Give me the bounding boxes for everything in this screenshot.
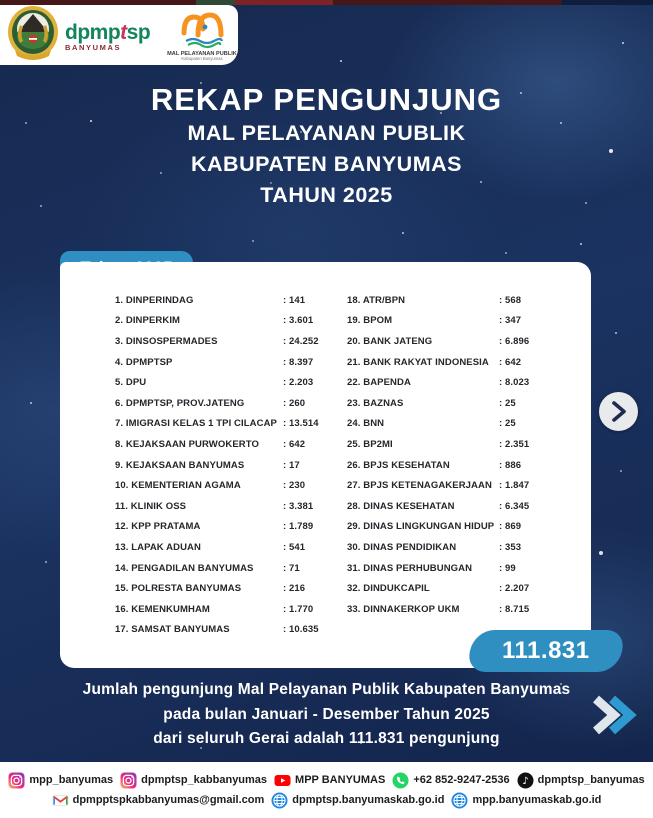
- title-line-4: TAHUN 2025: [260, 183, 393, 207]
- gerai-name: 12. KPP PRATAMA: [115, 521, 201, 533]
- table-row: [347, 393, 577, 414]
- gerai-count: : 8.397: [283, 356, 314, 368]
- table-row: [115, 290, 347, 311]
- gerai-name: 10. KEMENTERIAN AGAMA: [115, 480, 241, 492]
- contact-item[interactable]: [120, 772, 267, 789]
- table-row: [347, 352, 577, 373]
- gerai-name: 15. POLRESTA BANYUMAS: [115, 583, 242, 595]
- table-row: [115, 331, 347, 352]
- double-chevron-icon[interactable]: [588, 695, 642, 740]
- gerai-name: 9. KEJAKSAAN BANYUMAS: [115, 459, 245, 471]
- gerai-name: 3. DINSOSPERMADES: [115, 335, 218, 347]
- summary-line-1: Jumlah pengunjung Mal Pelayanan Publik Kabupaten Banyumas: [82, 681, 571, 698]
- gerai-name: 17. SAMSAT BANYUMAS: [115, 624, 230, 636]
- contact-label: dpmptsp.banyumaskab.go.id: [292, 794, 445, 806]
- gerai-name: 33. DINNAKERKOP UKM: [347, 603, 460, 615]
- instagram-icon: [120, 772, 137, 789]
- table-row: [347, 578, 577, 599]
- contact-label: mpp.banyumaskab.go.id: [472, 794, 602, 806]
- table-row: [115, 537, 347, 558]
- gerai-name: 1. DINPERINDAG: [115, 294, 194, 306]
- gerai-name: 19. BPOM: [347, 315, 393, 327]
- summary-line-2: pada bulan Januari - Desember Tahun 2025: [163, 705, 490, 723]
- banyumas-crest-logo: [7, 5, 59, 66]
- gerai-name: 32. DINDUKCAPIL: [347, 583, 430, 595]
- header-logo-bar: [0, 5, 238, 65]
- gerai-count: : 2.351: [499, 438, 530, 450]
- total-visitors-badge: [466, 630, 627, 672]
- gerai-count: : 869: [499, 521, 522, 533]
- gerai-name: 24. BNN: [347, 418, 385, 430]
- title-line-3: KABUPATEN BANYUMAS: [191, 152, 462, 176]
- gerai-count: : 3.381: [283, 500, 314, 512]
- gerai-count: : 541: [283, 541, 306, 553]
- table-row: [347, 434, 577, 455]
- gerai-count: : 2.203: [283, 377, 314, 389]
- chevron-right-icon: [599, 392, 638, 431]
- gerai-count: : 8.715: [499, 603, 530, 615]
- mpp-logo-line2: Kabupaten Banyumas: [181, 55, 223, 61]
- table-row: [115, 558, 347, 579]
- gerai-name: 7. IMIGRASI KELAS 1 TPI CILACAP: [115, 418, 277, 430]
- table-column-left: [115, 290, 347, 640]
- gerai-count: : 216: [283, 583, 306, 595]
- gerai-count: : 1.789: [283, 521, 314, 533]
- table-row: [115, 517, 347, 538]
- gerai-name: 27. BPJS KETENAGAKERJAAN: [347, 480, 492, 492]
- table-row: [347, 517, 577, 538]
- contact-label: dpmptsp_kabbanyumas: [141, 774, 268, 786]
- gerai-count: : 24.252: [283, 335, 319, 347]
- visitor-table-card: [60, 262, 591, 668]
- gerai-name: 8. KEJAKSAAN PURWOKERTO: [115, 438, 259, 450]
- gerai-name: 26. BPJS KESEHATAN: [347, 459, 450, 471]
- gerai-count: : 99: [499, 562, 516, 574]
- gerai-count: : 2.207: [499, 583, 530, 595]
- whatsapp-icon: [392, 772, 409, 789]
- mal-pelayanan-publik-logo: [158, 5, 240, 66]
- globe-icon: [271, 792, 288, 809]
- table-row: [115, 455, 347, 476]
- gerai-name: 14. PENGADILAN BANYUMAS: [115, 562, 254, 574]
- table-row: [115, 578, 347, 599]
- gerai-count: : 6.896: [499, 335, 530, 347]
- table-row: [347, 558, 577, 579]
- contact-label: MPP BANYUMAS: [295, 774, 386, 786]
- page-title: [0, 82, 653, 211]
- gerai-count: : 141: [283, 294, 306, 306]
- gerai-count: : 568: [499, 294, 522, 306]
- tiktok-icon: [517, 772, 534, 789]
- gerai-count: : 886: [499, 459, 522, 471]
- gerai-count: : 6.345: [499, 500, 530, 512]
- table-row: [347, 414, 577, 435]
- gerai-name: 2. DINPERKIM: [115, 315, 181, 327]
- dpmptsp-logo-wordmark: BANYUMAS: [65, 43, 122, 53]
- instagram-icon: [8, 772, 25, 789]
- contact-label: dpmptsp_banyumas: [537, 774, 645, 786]
- gerai-count: : 13.514: [283, 418, 319, 430]
- table-row: [347, 290, 577, 311]
- table-row: [115, 311, 347, 332]
- table-row: [347, 496, 577, 517]
- gerai-count: : 25: [499, 418, 516, 430]
- contact-item[interactable]: [517, 772, 645, 789]
- gerai-count: : 260: [283, 397, 306, 409]
- gerai-name: 5. DPU: [115, 377, 147, 389]
- contact-row-1: [0, 772, 653, 789]
- contact-item[interactable]: [271, 792, 444, 809]
- table-row: [347, 599, 577, 620]
- gerai-name: 20. BANK JATENG: [347, 335, 433, 347]
- contact-item[interactable]: [8, 772, 113, 789]
- gerai-count: : 8.023: [499, 377, 530, 389]
- table-column-right: [347, 290, 577, 640]
- table-row: [115, 414, 347, 435]
- carousel-next-button[interactable]: [599, 392, 638, 431]
- gerai-name: 21. BANK RAKYAT INDONESIA: [347, 356, 489, 368]
- gerai-count: : 347: [499, 315, 522, 327]
- summary-text: [0, 678, 653, 752]
- contact-item[interactable]: [451, 792, 601, 809]
- table-row: [115, 620, 347, 641]
- youtube-icon: [274, 772, 291, 789]
- total-visitors-value: 111.831: [502, 637, 590, 664]
- gerai-name: 25. BP2MI: [347, 438, 393, 450]
- gerai-count: : 17: [283, 459, 300, 471]
- gerai-name: 31. DINAS PERHUBUNGAN: [347, 562, 473, 574]
- gerai-count: : 642: [499, 356, 522, 368]
- contact-label: +62 852-9247-2536: [413, 774, 510, 786]
- contact-label: mpp_banyumas: [29, 774, 114, 786]
- gerai-count: : 230: [283, 480, 306, 492]
- table-row: [347, 537, 577, 558]
- table-row: [115, 434, 347, 455]
- gerai-count: : 71: [283, 562, 300, 574]
- title-line-1: REKAP PENGUNJUNG: [150, 82, 503, 117]
- table-row: [347, 311, 577, 332]
- gerai-count: : 1.770: [283, 603, 314, 615]
- svg-text:♪: ♪: [521, 775, 529, 787]
- table-row: [115, 372, 347, 393]
- gerai-name: 11. KLINIK OSS: [115, 500, 187, 512]
- gerai-name: 6. DPMPTSP, PROV.JATENG: [115, 397, 245, 409]
- dpmptsp-logo-text: dpmp: [65, 21, 121, 45]
- table-row: [115, 393, 347, 414]
- gerai-name: 13. LAPAK ADUAN: [115, 541, 201, 553]
- gerai-name: 28. DINAS KESEHATAN: [347, 500, 455, 512]
- table-row: [347, 331, 577, 352]
- gerai-count: : 642: [283, 438, 306, 450]
- table-row: [347, 475, 577, 496]
- table-row: [115, 599, 347, 620]
- gerai-name: 30. DINAS PENDIDIKAN: [347, 541, 457, 553]
- table-row: [347, 455, 577, 476]
- contact-item[interactable]: [392, 772, 509, 789]
- gerai-name: 22. BAPENDA: [347, 377, 411, 389]
- gerai-count: : 10.635: [283, 624, 319, 636]
- table-row: [115, 496, 347, 517]
- gerai-name: 4. DPMPTSP: [115, 356, 173, 368]
- table-row: [115, 352, 347, 373]
- table-row: [115, 475, 347, 496]
- gerai-count: : 353: [499, 541, 522, 553]
- mpp-logo-line1: MAL PELAYANAN PUBLIK: [167, 50, 238, 57]
- title-line-2: MAL PELAYANAN PUBLIK: [187, 121, 466, 145]
- gerai-name: 16. KEMENKUMHAM: [115, 603, 210, 615]
- table-row: [347, 372, 577, 393]
- globe-icon: [451, 792, 468, 809]
- summary-line-3: dari seluruh Gerai adalah 111.831 pengunjung: [153, 730, 500, 747]
- gerai-count: : 3.601: [283, 315, 314, 327]
- gerai-name: 18. ATR/BPN: [347, 294, 406, 306]
- visitor-table: [60, 262, 591, 640]
- contact-footer-bar: [0, 762, 653, 818]
- dpmptsp-banyumas-logo: dpmptsp BANYUMAS: [65, 21, 151, 53]
- gerai-name: 29. DINAS LINGKUNGAN HIDUP: [347, 521, 495, 533]
- contact-item[interactable]: [52, 792, 265, 809]
- gerai-count: : 25: [499, 397, 516, 409]
- gmail-icon: [52, 792, 69, 809]
- gerai-count: : 1.847: [499, 480, 530, 492]
- contact-item[interactable]: [274, 772, 385, 789]
- contact-row-2: [0, 792, 653, 809]
- gerai-name: 23. BAZNAS: [347, 397, 404, 409]
- contact-label: dpmpptspkabbanyumas@gmail.com: [72, 794, 265, 806]
